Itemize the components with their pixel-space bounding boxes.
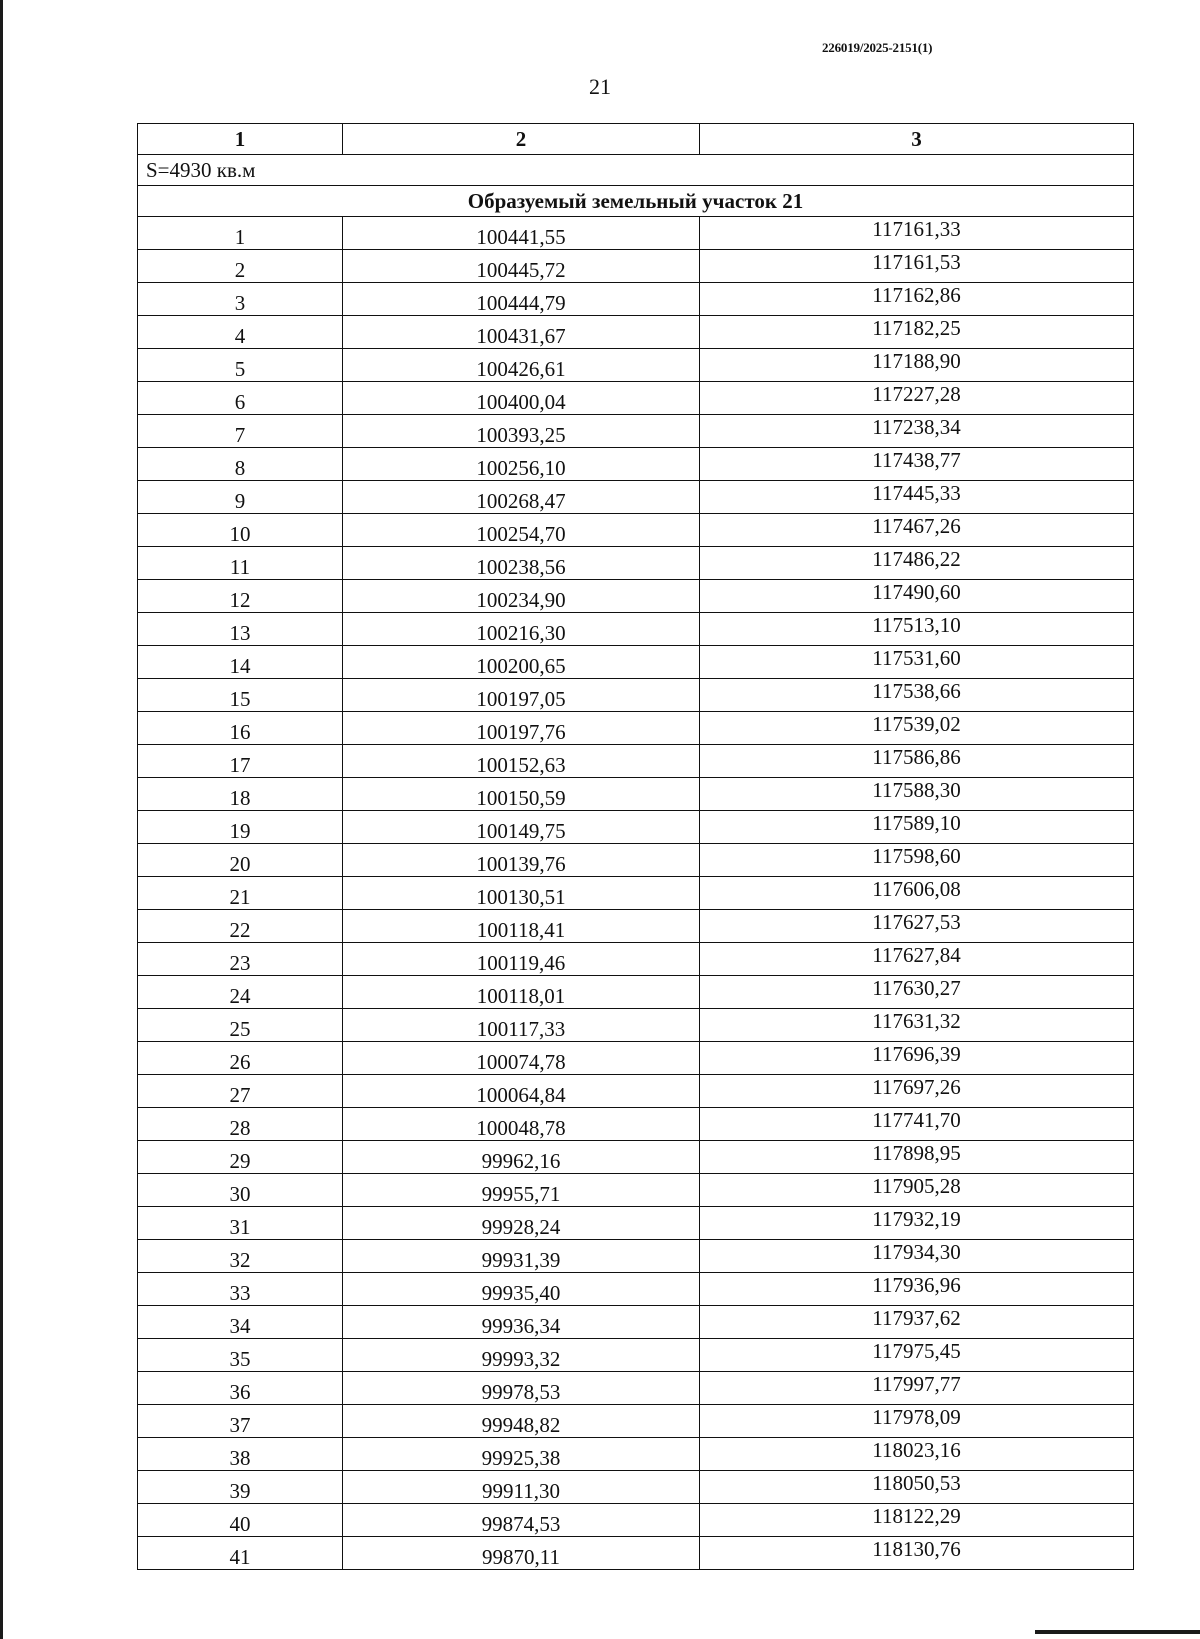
point-number-cell: 7: [138, 415, 343, 448]
table-row: [138, 1174, 1134, 1207]
table-row: [138, 976, 1134, 1009]
coordinate-x-cell: 99962,16: [343, 1141, 700, 1174]
coordinate-x-cell: 100119,46: [343, 943, 700, 976]
point-number-cell: 17: [138, 745, 343, 778]
point-number-cell: 14: [138, 646, 343, 679]
point-number-cell: 21: [138, 877, 343, 910]
point-number-cell: 33: [138, 1273, 343, 1306]
coordinate-y-cell: 117539,02: [700, 712, 1134, 745]
point-number-cell: 13: [138, 613, 343, 646]
point-number-cell: 2: [138, 250, 343, 283]
table-row: [138, 382, 1134, 415]
coordinate-x-cell: 100074,78: [343, 1042, 700, 1075]
point-number-cell: 22: [138, 910, 343, 943]
coordinate-x-cell: 100256,10: [343, 448, 700, 481]
coordinate-y-cell: 117486,22: [700, 547, 1134, 580]
scan-left-edge: [0, 0, 3, 1639]
coordinate-x-cell: 100197,76: [343, 712, 700, 745]
table-row: [138, 910, 1134, 943]
coordinate-y-cell: 117531,60: [700, 646, 1134, 679]
point-number-cell: 35: [138, 1339, 343, 1372]
point-number-cell: 5: [138, 349, 343, 382]
coordinate-x-cell: 100152,63: [343, 745, 700, 778]
table-header-row: [138, 124, 1134, 155]
header-cell-1: 1: [138, 124, 343, 155]
coordinate-y-cell: 117588,30: [700, 778, 1134, 811]
coordinates-table-body: [138, 124, 1134, 1570]
point-number-cell: 11: [138, 547, 343, 580]
coordinate-y-cell: 117741,70: [700, 1108, 1134, 1141]
coordinate-x-cell: 100200,65: [343, 646, 700, 679]
coordinate-x-cell: 99911,30: [343, 1471, 700, 1504]
coordinate-x-cell: 100254,70: [343, 514, 700, 547]
coordinate-x-cell: 100064,84: [343, 1075, 700, 1108]
table-row: [138, 1075, 1134, 1108]
point-number-cell: 10: [138, 514, 343, 547]
point-number-cell: 37: [138, 1405, 343, 1438]
table-row: [138, 1438, 1134, 1471]
coordinate-x-cell: 99928,24: [343, 1207, 700, 1240]
coordinate-y-cell: 117227,28: [700, 382, 1134, 415]
table-row: [138, 1273, 1134, 1306]
table-row: [138, 481, 1134, 514]
coordinate-y-cell: 117513,10: [700, 613, 1134, 646]
point-number-cell: 18: [138, 778, 343, 811]
coordinate-x-cell: 100216,30: [343, 613, 700, 646]
coordinate-y-cell: 117627,53: [700, 910, 1134, 943]
table-row: [138, 811, 1134, 844]
table-row: [138, 1405, 1134, 1438]
table-row: [138, 349, 1134, 382]
coordinate-x-cell: 100150,59: [343, 778, 700, 811]
table-row: [138, 1042, 1134, 1075]
area-row: [138, 155, 1134, 186]
coordinate-y-cell: 117937,62: [700, 1306, 1134, 1339]
coordinate-x-cell: 100130,51: [343, 877, 700, 910]
coordinate-y-cell: 117490,60: [700, 580, 1134, 613]
table-row: [138, 778, 1134, 811]
table-row: [138, 646, 1134, 679]
point-number-cell: 12: [138, 580, 343, 613]
point-number-cell: 31: [138, 1207, 343, 1240]
coordinate-y-cell: 117631,32: [700, 1009, 1134, 1042]
coordinate-x-cell: 99935,40: [343, 1273, 700, 1306]
coordinate-x-cell: 99874,53: [343, 1504, 700, 1537]
coordinate-x-cell: 99936,34: [343, 1306, 700, 1339]
point-number-cell: 16: [138, 712, 343, 745]
coordinate-y-cell: 117932,19: [700, 1207, 1134, 1240]
coordinate-y-cell: 117445,33: [700, 481, 1134, 514]
coordinate-x-cell: 100149,75: [343, 811, 700, 844]
coordinate-x-cell: 99931,39: [343, 1240, 700, 1273]
coordinate-y-cell: 117936,96: [700, 1273, 1134, 1306]
coordinates-table: [137, 123, 1134, 1570]
coordinate-y-cell: 117997,77: [700, 1372, 1134, 1405]
coordinate-x-cell: 100441,55: [343, 217, 700, 250]
point-number-cell: 6: [138, 382, 343, 415]
coordinate-x-cell: 100139,76: [343, 844, 700, 877]
coordinate-x-cell: 100268,47: [343, 481, 700, 514]
coordinate-x-cell: 100238,56: [343, 547, 700, 580]
table-row: [138, 448, 1134, 481]
coordinate-y-cell: 117898,95: [700, 1141, 1134, 1174]
table-row: [138, 613, 1134, 646]
table-row: [138, 1372, 1134, 1405]
point-number-cell: 15: [138, 679, 343, 712]
coordinate-x-cell: 100234,90: [343, 580, 700, 613]
point-number-cell: 32: [138, 1240, 343, 1273]
point-number-cell: 40: [138, 1504, 343, 1537]
coordinate-x-cell: 100117,33: [343, 1009, 700, 1042]
table-row: [138, 844, 1134, 877]
coordinate-y-cell: 118023,16: [700, 1438, 1134, 1471]
scan-bottom-edge: [1035, 1630, 1200, 1634]
coordinate-x-cell: 99978,53: [343, 1372, 700, 1405]
coordinate-y-cell: 117188,90: [700, 349, 1134, 382]
coordinate-x-cell: 100118,01: [343, 976, 700, 1009]
table-row: [138, 712, 1134, 745]
coordinate-x-cell: 100118,41: [343, 910, 700, 943]
coordinate-y-cell: 118130,76: [700, 1537, 1134, 1570]
section-title: Образуемый земельный участок 21: [138, 186, 1134, 217]
table-row: [138, 250, 1134, 283]
table-row: [138, 580, 1134, 613]
coordinate-y-cell: 117586,86: [700, 745, 1134, 778]
table-row: [138, 1306, 1134, 1339]
coordinate-y-cell: 117162,86: [700, 283, 1134, 316]
table-row: [138, 1240, 1134, 1273]
coordinate-x-cell: 100400,04: [343, 382, 700, 415]
coordinate-y-cell: 118050,53: [700, 1471, 1134, 1504]
coordinate-x-cell: 100426,61: [343, 349, 700, 382]
point-number-cell: 41: [138, 1537, 343, 1570]
table-row: [138, 415, 1134, 448]
table-row: [138, 1141, 1134, 1174]
table-row: [138, 1339, 1134, 1372]
coordinate-y-cell: 117697,26: [700, 1075, 1134, 1108]
point-number-cell: 1: [138, 217, 343, 250]
point-number-cell: 23: [138, 943, 343, 976]
point-number-cell: 28: [138, 1108, 343, 1141]
coordinate-y-cell: 117467,26: [700, 514, 1134, 547]
point-number-cell: 3: [138, 283, 343, 316]
table-row: [138, 679, 1134, 712]
coordinate-y-cell: 117238,34: [700, 415, 1134, 448]
coordinate-y-cell: 117161,53: [700, 250, 1134, 283]
point-number-cell: 4: [138, 316, 343, 349]
table-row: [138, 514, 1134, 547]
coordinate-x-cell: 99948,82: [343, 1405, 700, 1438]
section-row: [138, 186, 1134, 217]
coordinate-y-cell: 117589,10: [700, 811, 1134, 844]
table-row: [138, 745, 1134, 778]
table-row: [138, 283, 1134, 316]
coordinate-x-cell: 100444,79: [343, 283, 700, 316]
table-row: [138, 1504, 1134, 1537]
point-number-cell: 20: [138, 844, 343, 877]
point-number-cell: 24: [138, 976, 343, 1009]
point-number-cell: 39: [138, 1471, 343, 1504]
table-row: [138, 1207, 1134, 1240]
point-number-cell: 29: [138, 1141, 343, 1174]
coordinate-y-cell: 117438,77: [700, 448, 1134, 481]
coordinate-y-cell: 117978,09: [700, 1405, 1134, 1438]
table-row: [138, 1537, 1134, 1570]
table-row: [138, 1471, 1134, 1504]
document-reference: 226019/2025-2151(1): [822, 40, 933, 55]
coordinate-y-cell: 117182,25: [700, 316, 1134, 349]
table-row: [138, 217, 1134, 250]
point-number-cell: 26: [138, 1042, 343, 1075]
point-number-cell: 8: [138, 448, 343, 481]
table-row: [138, 316, 1134, 349]
coordinate-x-cell: 99925,38: [343, 1438, 700, 1471]
coordinate-y-cell: 117696,39: [700, 1042, 1134, 1075]
area-label: S=4930 кв.м: [138, 155, 1134, 186]
point-number-cell: 36: [138, 1372, 343, 1405]
coordinate-y-cell: 117606,08: [700, 877, 1134, 910]
point-number-cell: 38: [138, 1438, 343, 1471]
table-row: [138, 547, 1134, 580]
table-row: [138, 943, 1134, 976]
point-number-cell: 27: [138, 1075, 343, 1108]
coordinate-x-cell: 100445,72: [343, 250, 700, 283]
coordinate-x-cell: 100431,67: [343, 316, 700, 349]
page-number: 21: [589, 74, 611, 99]
coordinate-x-cell: 99870,11: [343, 1537, 700, 1570]
coordinate-y-cell: 117630,27: [700, 976, 1134, 1009]
table-row: [138, 1108, 1134, 1141]
point-number-cell: 9: [138, 481, 343, 514]
coordinate-y-cell: 117538,66: [700, 679, 1134, 712]
coordinate-y-cell: 117975,45: [700, 1339, 1134, 1372]
coordinate-y-cell: 117161,33: [700, 217, 1134, 250]
point-number-cell: 19: [138, 811, 343, 844]
coordinate-y-cell: 118122,29: [700, 1504, 1134, 1537]
coordinate-y-cell: 117905,28: [700, 1174, 1134, 1207]
header-cell-2: 2: [343, 124, 700, 155]
point-number-cell: 25: [138, 1009, 343, 1042]
coordinate-y-cell: 117627,84: [700, 943, 1134, 976]
point-number-cell: 30: [138, 1174, 343, 1207]
coordinate-y-cell: 117934,30: [700, 1240, 1134, 1273]
coordinate-y-cell: 117598,60: [700, 844, 1134, 877]
table-row: [138, 877, 1134, 910]
coordinate-x-cell: 100197,05: [343, 679, 700, 712]
coordinate-x-cell: 99955,71: [343, 1174, 700, 1207]
coordinate-x-cell: 100393,25: [343, 415, 700, 448]
coordinate-x-cell: 99993,32: [343, 1339, 700, 1372]
table-row: [138, 1009, 1134, 1042]
point-number-cell: 34: [138, 1306, 343, 1339]
header-cell-3: 3: [700, 124, 1134, 155]
coordinate-x-cell: 100048,78: [343, 1108, 700, 1141]
